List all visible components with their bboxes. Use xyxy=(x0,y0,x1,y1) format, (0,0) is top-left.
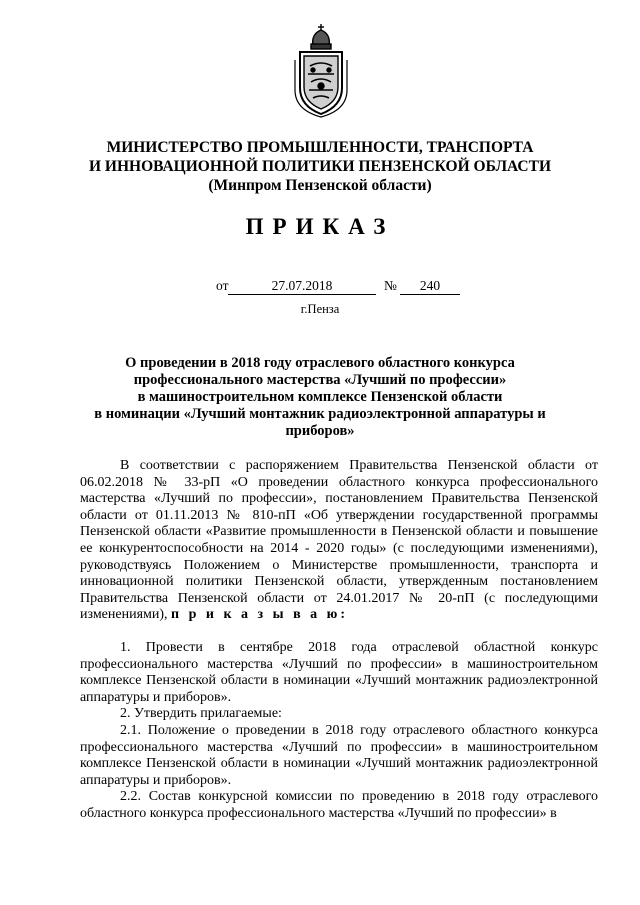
ministry-name-line-1: МИНИСТЕРСТВО ПРОМЫШЛЕННОСТИ, ТРАНСПОРТА xyxy=(106,139,534,156)
preamble-text: В соответствии с распоряжением Правительства Пензенской области от 06.02.2018 № 33-рП «О проведении областного конкурса профессионального мастерства «Лучший по профессии», постановлением Правительства Пензенской области от 01.11.2013 № 810-пП «Об утверждении государственной программы Пензенской области «Развитие промышленности в Пензенской области и повышение ее конкурентоспособности на 2014 - 2020 годы» (с последующими изменениями), руководствуясь Положением о Министерстве промышленности, транспорта и инновационной политики Пензенской области, утвержденным постановлением Правительства Пензенской области от 24.01.2017 № 20-пП (с последующими изменениями), xyxy=(80,458,598,623)
order-body xyxy=(80,458,598,822)
coat-of-arms-icon xyxy=(291,24,351,118)
subject-line: О проведении в 2018 году отраслевого областного конкурса xyxy=(125,355,515,371)
preamble-paragraph xyxy=(80,458,598,624)
order-word: п р и к а з ы в а ю: xyxy=(171,607,349,623)
order-subject xyxy=(80,355,560,440)
subject-line: в номинации «Лучший монтажник радиоэлектронной аппаратуры и xyxy=(94,406,546,422)
city-name: г.Пенза xyxy=(300,302,340,316)
order-item-2-1: 2.1. Положение о проведении в 2018 году отраслевого областного конкурса профессионального мастерства «Лучший по профессии» в машиностроительном комплексе Пензенской области в номинации «Лучший монтажник радиоэлектронной аппаратуры и приборов». xyxy=(80,722,598,788)
order-number: 240 xyxy=(400,278,460,295)
subject-line: профессионального мастерства «Лучший по профессии» xyxy=(133,372,507,388)
number-prefix: № xyxy=(384,278,397,293)
order-item-1: 1. Провести в сентябре 2018 года отраслевой областной конкурс профессионального мастерства «Лучший по профессии» в машиностроительном комплексе Пензенской области в номинации «Лучший монтажник радиоэлектронной аппаратуры и приборов». xyxy=(80,639,598,705)
ministry-name-line-2: И ИННОВАЦИОННОЙ ПОЛИТИКИ ПЕНЗЕНСКОЙ ОБЛАСТИ xyxy=(88,158,552,175)
order-item-2: 2. Утвердить прилагаемые: xyxy=(120,706,282,722)
order-item-2-2: 2.2. Состав конкурсной комиссии по проведению в 2018 году отраслевого областного конкурса профессионального мастерства «Лучший по профессии» в xyxy=(80,789,598,821)
date-prefix: от xyxy=(216,278,229,293)
ministry-short-name: (Минпром Пензенской области) xyxy=(208,177,432,194)
subject-line: приборов» xyxy=(285,423,355,439)
order-date: 27.07.2018 xyxy=(228,278,376,295)
subject-line: в машиностроительном комплексе Пензенской области xyxy=(137,389,503,405)
document-type-title: ПРИКАЗ xyxy=(245,214,395,239)
ministry-header xyxy=(60,138,580,195)
order-meta-row xyxy=(0,278,640,298)
